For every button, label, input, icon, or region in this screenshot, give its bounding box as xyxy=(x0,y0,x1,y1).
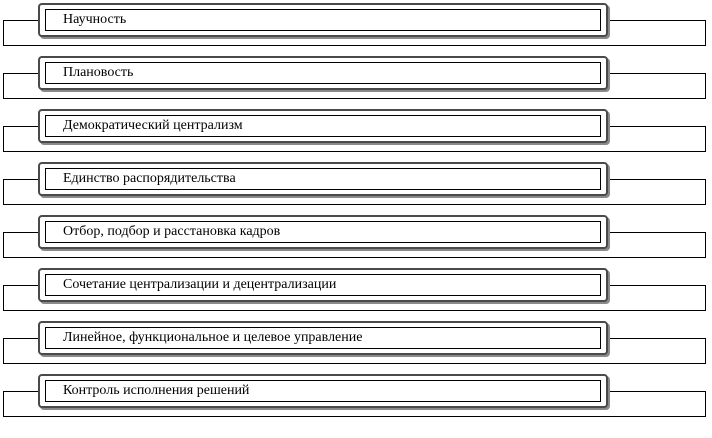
diagram-row xyxy=(0,371,712,425)
principle-label: Отбор, подбор и расстановка кадров xyxy=(63,224,281,239)
principle-box[interactable] xyxy=(38,3,608,37)
principle-label: Сочетание централизации и децентрализации xyxy=(63,277,337,292)
principle-box[interactable] xyxy=(38,109,608,143)
principle-box[interactable] xyxy=(38,374,608,408)
principle-box-inner xyxy=(45,62,601,84)
principle-box[interactable] xyxy=(38,56,608,90)
diagram-row xyxy=(0,265,712,319)
principle-box-inner xyxy=(45,168,601,190)
principle-label: Единство распорядительства xyxy=(63,171,236,186)
principle-box[interactable] xyxy=(38,215,608,249)
principle-box[interactable] xyxy=(38,268,608,302)
principle-label: Научность xyxy=(63,12,127,27)
principle-label: Плановость xyxy=(63,65,134,80)
diagram-row xyxy=(0,159,712,213)
diagram-row xyxy=(0,318,712,372)
principle-label: Демократический централизм xyxy=(63,118,243,133)
principle-box[interactable] xyxy=(38,321,608,355)
principle-box-inner xyxy=(45,9,601,31)
principle-label: Контроль исполнения решений xyxy=(63,383,250,398)
principle-box-inner xyxy=(45,380,601,402)
principle-box-inner xyxy=(45,327,601,349)
diagram-row xyxy=(0,53,712,107)
diagram-row xyxy=(0,212,712,266)
diagram-row xyxy=(0,106,712,160)
principle-label: Линейное, функциональное и целевое управление xyxy=(63,330,363,345)
principle-box-inner xyxy=(45,221,601,243)
principle-box-inner xyxy=(45,274,601,296)
principle-box-inner xyxy=(45,115,601,137)
diagram-row xyxy=(0,0,712,54)
principle-box[interactable] xyxy=(38,162,608,196)
